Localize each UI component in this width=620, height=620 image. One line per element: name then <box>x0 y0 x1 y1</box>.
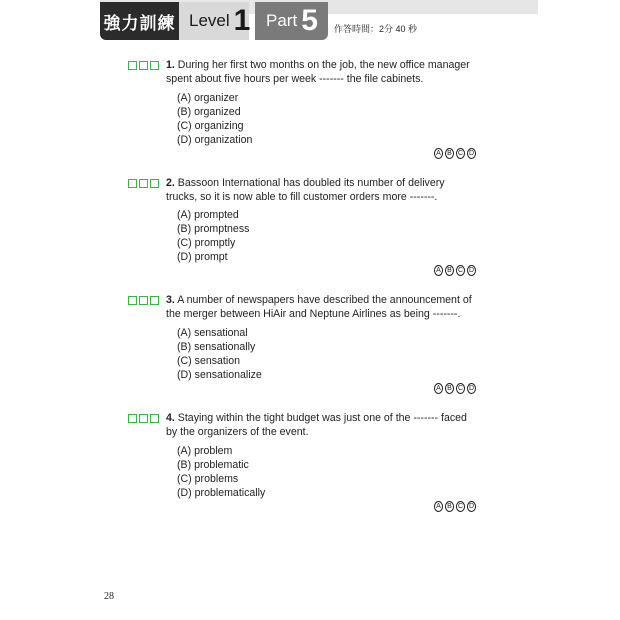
option-b: (B) sensationally <box>177 341 256 353</box>
part-word: Part <box>266 11 298 30</box>
answer-bubbles <box>434 148 476 159</box>
option-d: (D) prompt <box>177 251 228 263</box>
answer-bubble-a[interactable]: A <box>434 148 443 159</box>
question-text: Staying within the tight budget was just one of the ------- faced by the organizers of the event. <box>166 412 467 438</box>
question-number: 3. <box>166 294 175 306</box>
part-tab <box>255 2 328 40</box>
review-checkbox[interactable] <box>139 414 148 423</box>
option-list <box>177 326 377 382</box>
answer-bubble-a[interactable]: A <box>434 265 443 276</box>
answer-bubble-a[interactable]: A <box>434 383 443 394</box>
option-b: (B) problematic <box>177 459 249 471</box>
section-title-text: 強力訓練 <box>103 13 176 33</box>
review-checkboxes <box>128 414 159 423</box>
question-2 <box>128 176 488 286</box>
answer-bubble-d[interactable]: D <box>468 503 475 510</box>
option-c: (C) promptly <box>177 237 236 249</box>
review-checkbox[interactable] <box>128 414 137 423</box>
question-text: Bassoon International has doubled its number of delivery trucks, so it is now able to fill customer orders more -------. <box>166 177 445 203</box>
answer-bubble-b[interactable]: B <box>445 265 454 276</box>
answer-bubbles <box>434 501 476 512</box>
option-a: (A) sensational <box>177 327 248 339</box>
review-checkbox[interactable] <box>128 61 137 70</box>
question-number: 4. <box>166 412 175 424</box>
review-checkbox[interactable] <box>150 296 159 305</box>
answer-bubble-a[interactable]: A <box>434 501 443 512</box>
time-limit: 作答時間：2分 40 秒 <box>334 24 418 34</box>
review-checkbox[interactable] <box>128 179 137 188</box>
answer-bubble-c[interactable]: C <box>457 385 464 392</box>
question-stem <box>166 411 476 439</box>
question-text: A number of newspapers have described the announcement of the merger between HiAir and Neptune Airlines as being -------. <box>166 294 472 320</box>
option-d: (D) sensationalize <box>177 369 262 381</box>
review-checkbox[interactable] <box>150 414 159 423</box>
review-checkbox[interactable] <box>139 179 148 188</box>
option-b: (B) promptness <box>177 223 250 235</box>
option-d: (D) organization <box>177 134 253 146</box>
option-list <box>177 444 377 500</box>
option-a: (A) problem <box>177 445 233 457</box>
answer-bubble-c[interactable]: C <box>457 150 464 157</box>
answer-bubble-b[interactable]: B <box>445 383 454 394</box>
option-list <box>177 208 377 264</box>
option-list <box>177 91 377 147</box>
answer-bubble-c[interactable]: C <box>457 267 464 274</box>
option-a: (A) organizer <box>177 92 239 104</box>
section-title <box>100 2 179 40</box>
answer-bubble-b[interactable]: B <box>445 148 454 159</box>
review-checkbox[interactable] <box>150 179 159 188</box>
review-checkbox[interactable] <box>128 296 137 305</box>
answer-bubbles <box>434 383 476 394</box>
level-tab <box>179 2 249 40</box>
answer-bubbles <box>434 265 476 276</box>
question-1 <box>128 58 488 168</box>
answer-bubble-c[interactable]: C <box>457 503 464 510</box>
question-number: 2. <box>166 177 175 189</box>
part-number: 5 <box>301 4 318 37</box>
level-number: 1 <box>233 4 251 37</box>
question-number: 1. <box>166 59 175 71</box>
page-number: 28 <box>104 591 114 602</box>
level-word: Level <box>189 11 230 30</box>
review-checkbox[interactable] <box>150 61 159 70</box>
option-c: (C) problems <box>177 473 239 485</box>
question-stem <box>166 176 476 204</box>
option-c: (C) sensation <box>177 355 240 367</box>
option-d: (D) problematically <box>177 487 266 499</box>
answer-bubble-d[interactable]: D <box>468 385 475 392</box>
review-checkboxes <box>128 296 159 305</box>
review-checkbox[interactable] <box>139 61 148 70</box>
answer-bubble-d[interactable]: D <box>468 150 475 157</box>
question-3 <box>128 293 488 403</box>
option-b: (B) organized <box>177 106 241 118</box>
question-text: During her first two months on the job, the new office manager spent about five hours per week ------- the file cabinets. <box>166 59 470 85</box>
question-4 <box>128 411 488 521</box>
review-checkboxes <box>128 61 159 70</box>
review-checkbox[interactable] <box>139 296 148 305</box>
question-stem <box>166 58 476 86</box>
option-c: (C) organizing <box>177 120 244 132</box>
question-stem <box>166 293 476 321</box>
answer-bubble-b[interactable]: B <box>445 501 454 512</box>
option-a: (A) prompted <box>177 209 239 221</box>
answer-bubble-d[interactable]: D <box>468 267 475 274</box>
review-checkboxes <box>128 179 159 188</box>
